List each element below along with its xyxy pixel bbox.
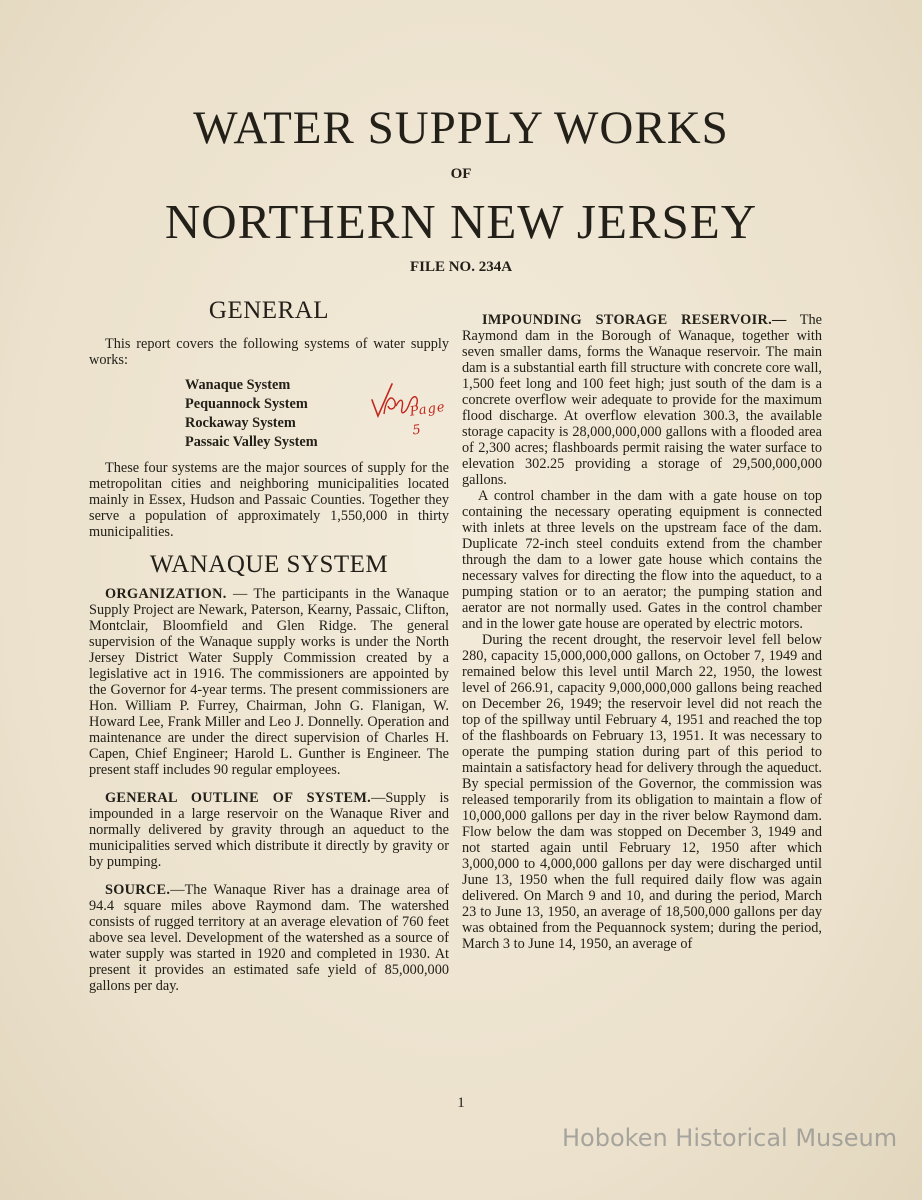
system-item: Wanaque System	[185, 377, 291, 393]
systems-list	[185, 376, 449, 452]
paragraph-control-chamber: A control chamber in the dam with a gate house on top containing the necessary operating equipment is connected with inlets at three levels on the upstream face of the dam. Duplicate 72-inch steel conduits extend from the chamber through the dam to a lower gate house which contains the necessary valves for directing the flow into the aqueduct, to a pumping station or to an aerator; the pumping station and aerator are not normally used. Gates in the control chamber and in the lower gate house are operated by electric motors.	[462, 488, 822, 632]
source-heading: SOURCE.	[105, 882, 171, 898]
paragraph-source	[89, 882, 449, 994]
paragraph-drought: During the recent drought, the reservoir level fell below 280, capacity 15,000,000,000 gallons, on October 7, 1949 and remained below this level until March 22, 1950, the lowest level of 266.91, capacity 9,000,000,000 gallons being reached on December 26, 1949; the reservoir level did not reach the top of the spillway until February 4, 1951 and reached the top of the flashboards on February 13, 1951. It was necessary to operate the pumping station during part of this period to maintain a satisfactory head for delivery through the aqueduct. By special permission of the Governor, the commission was released temporarily from its obligation to maintain a flow of 10,000,000 gallons per day in the river below Raymond dam. Flow below the dam was stopped on December 3, 1949 and not started again until February 12, 1950 after which 3,000,000 to 4,000,000 gallons per day were discharged until June 13, 1950 when the full required daily flow was again delivered. On March 9 and 10, and during the period, March 23 to June 13, 1950, an average of 18,500,000 gallons per day was obtained from the Pequannock system; during the period, March 3 to June 14, 1950, an average of	[462, 632, 822, 952]
page-number: 1	[457, 1095, 465, 1111]
general-body: These four systems are the major sources of supply for the metropolitan cities and neighboring municipalities located mainly in Essex, Hudson and Passaic Counties. Together they serve a population of approximately 1,550,000 in thirty municipalities.	[89, 460, 449, 540]
document-title: WATER SUPPLY WORKS	[193, 102, 729, 154]
section-heading-general: GENERAL	[208, 297, 330, 324]
system-item: Pequannock System	[185, 396, 308, 412]
section-heading-wanaque: WANAQUE SYSTEM	[149, 551, 389, 578]
annotation-text: Page 5	[408, 399, 447, 439]
system-item: Passaic Valley System	[185, 434, 318, 450]
outline-heading: GENERAL OUTLINE OF SYSTEM.	[105, 790, 372, 806]
heading-separator: —	[771, 312, 787, 328]
watermark: Hoboken Historical Museum	[562, 1124, 898, 1152]
system-item: Rockaway System	[185, 415, 296, 431]
title-connector: OF	[450, 166, 472, 182]
organization-heading: ORGANIZATION.	[105, 586, 227, 602]
outline-text: Supply is impounded in a large reservoir on the Wanaque River and normally delivered by gravity through an aqueduct to the municipalities served which distribute it directly by gravity or by pumping.	[89, 790, 449, 870]
reservoir-text: The Raymond dam in the Borough of Wanaque, together with seven smaller dams, forms the Wanaque reservoir. The main dam is a substantial earth fill structure with concrete core wall, 1,500 feet long and 100 feet high; just south of the dam is a concrete overflow weir adequate to provide for the maximum flood discharge. At overflow elevation 300.3, the available storage capacity is 28,000,000,000 gallons with a flooded area of 2,300 acres; flashboards permit raising the water surface to elevation 302.25 providing a storage of 29,500,000,000 gallons.	[462, 312, 822, 488]
left-column	[89, 296, 449, 994]
right-column	[462, 312, 822, 952]
paragraph-organization	[89, 586, 449, 778]
paragraph-reservoir	[462, 312, 822, 488]
organization-text: The participants in the Wanaque Supply Project are Newark, Paterson, Kearny, Passaic, Clifton, Montclair, Bloomfield and Glen Ridge. The general supervision of the Wanaque supply works is under the North Jersey District Water Supply Commission created by a legislative act in 1916. The commissioners are appointed by the Governor for 4-year terms. The present commissioners are Hon. William P. Furrey, Chairman, John G. Flanigan, W. Howard Lee, Frank Miller and Leo J. Donnelly. Operation and maintenance are under the direct supervision of Charles H. Capen, Chief Engineer; Harold L. Gunther is Engineer. The present staff includes 90 regular employees.	[89, 586, 449, 778]
heading-separator: —	[371, 790, 386, 806]
heading-separator: —	[226, 586, 254, 602]
document-subtitle: NORTHERN NEW JERSEY	[164, 194, 758, 249]
file-number: FILE NO. 234A	[409, 259, 513, 275]
paragraph-outline	[89, 790, 449, 870]
heading-separator: —	[170, 882, 185, 898]
reservoir-heading: IMPOUNDING STORAGE RESERVOIR.	[482, 312, 772, 328]
general-intro: This report covers the following systems of water supply works:	[89, 336, 449, 368]
source-text: The Wanaque River has a drainage area of 94.4 square miles above Raymond dam. The watershed consists of rugged territory at an average elevation of 760 feet above sea level. Development of the watershed as a source of water supply was started in 1920 and completed in 1930. At present it provides an estimated safe yield of 85,000,000 gallons per day.	[89, 882, 449, 994]
